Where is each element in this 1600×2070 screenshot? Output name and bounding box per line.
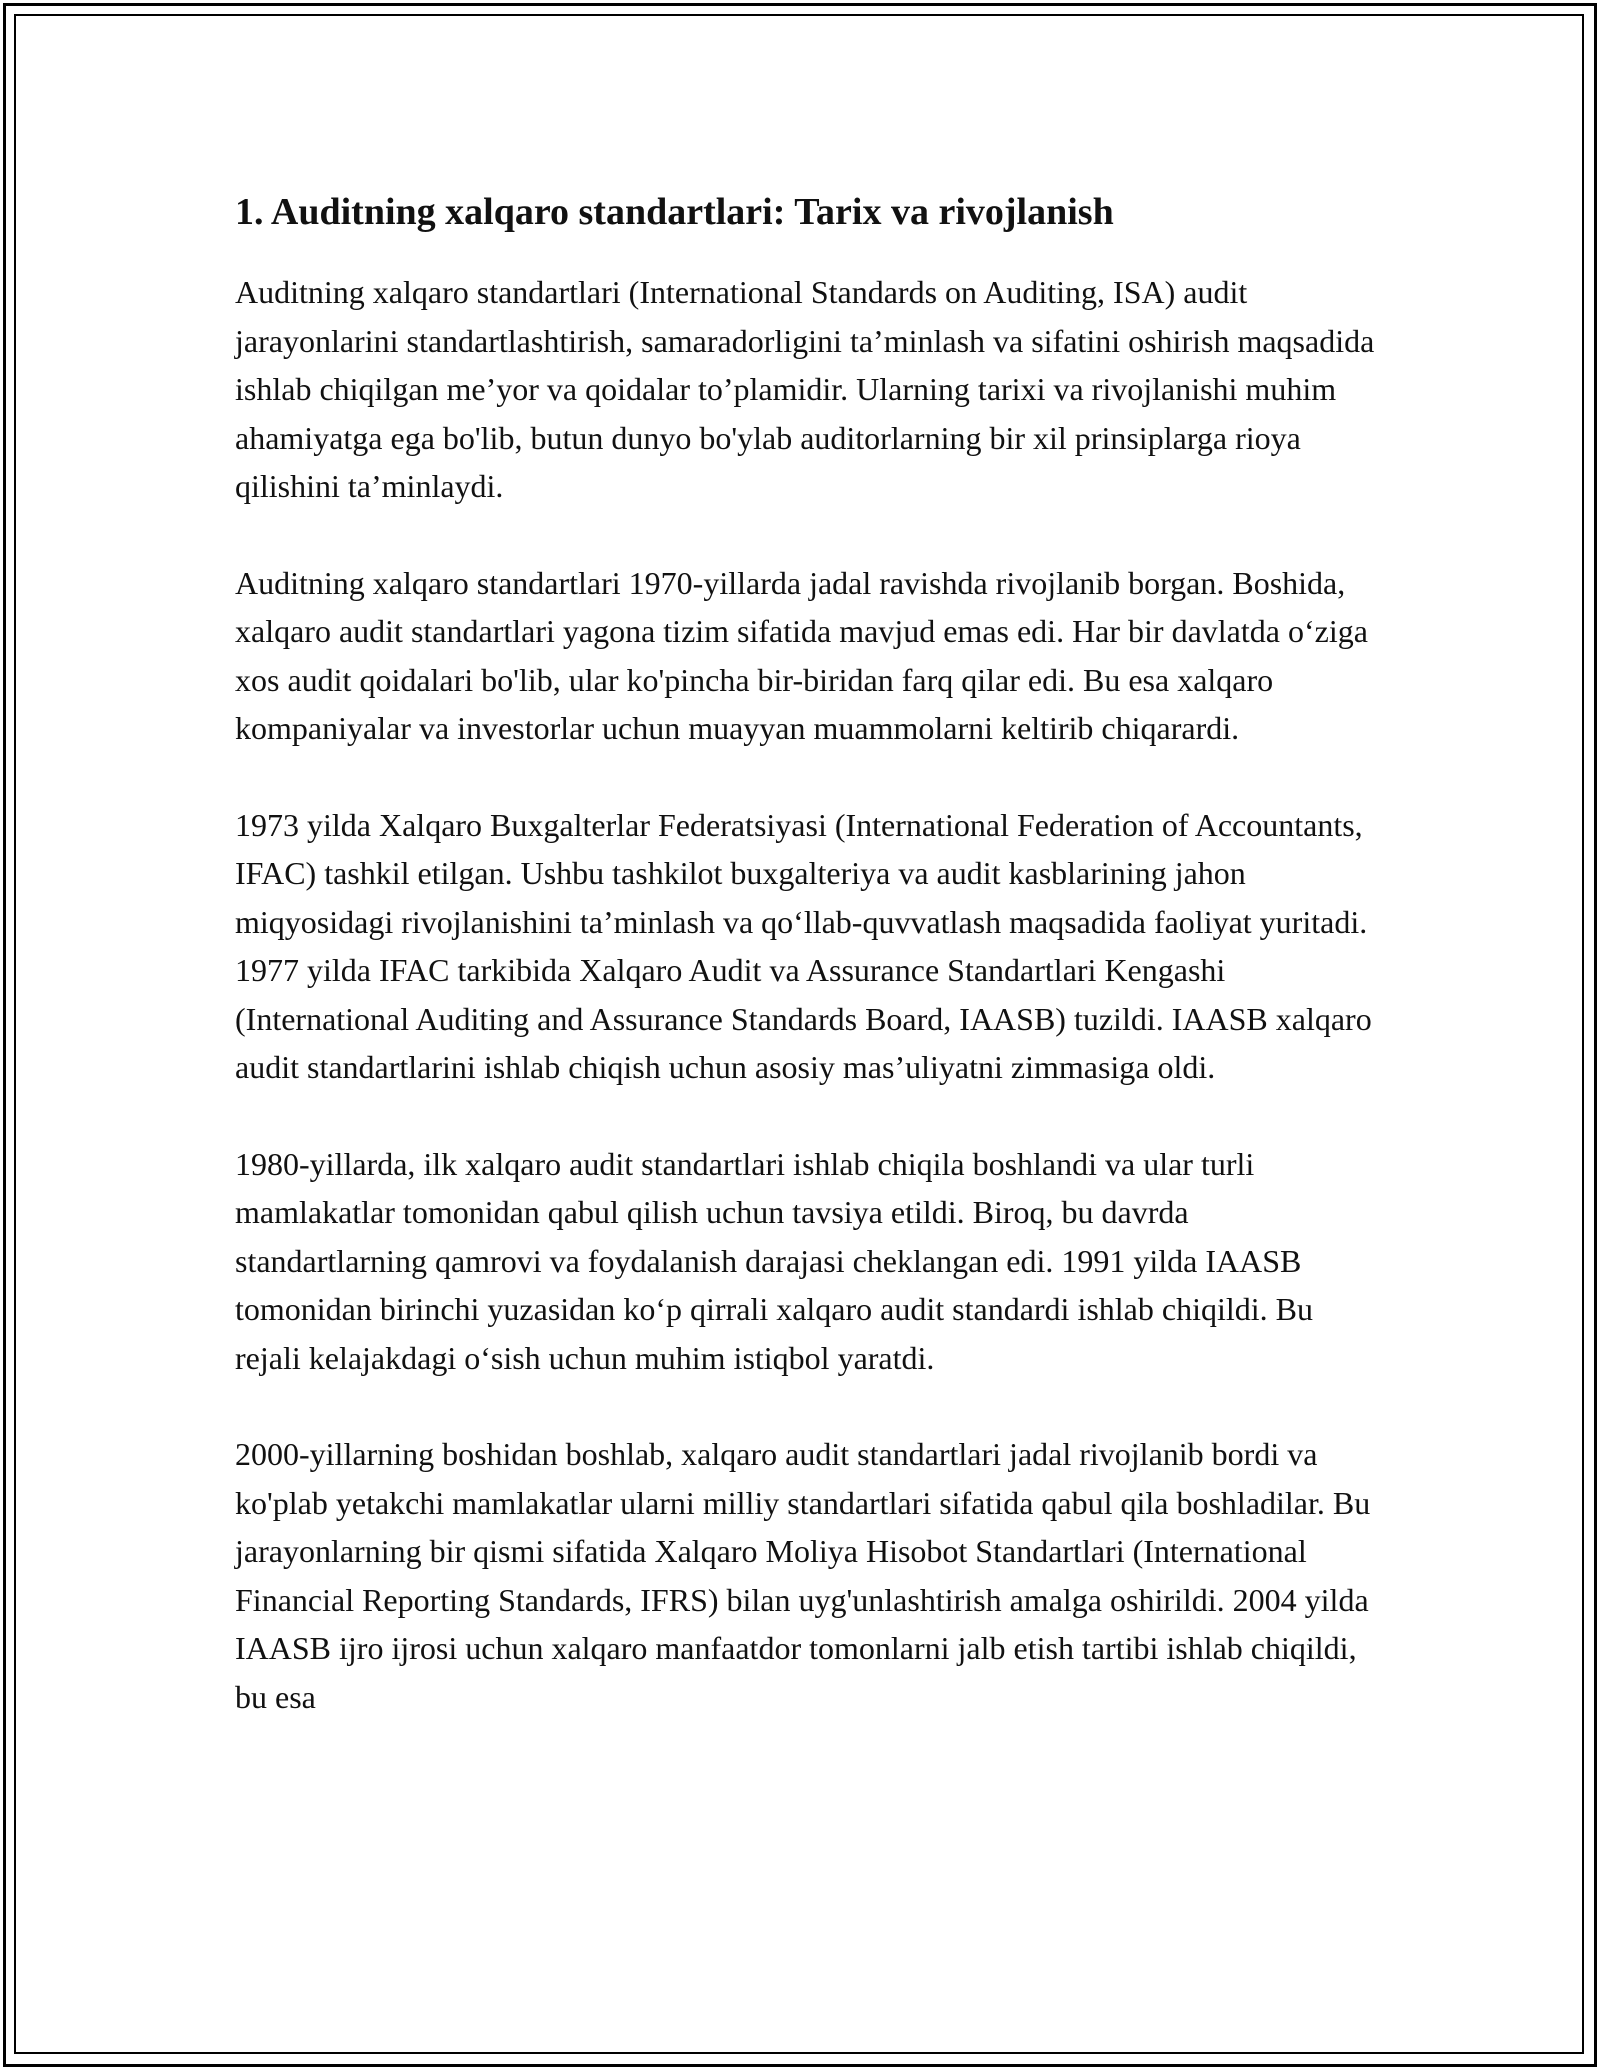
paragraph-1970s: Auditning xalqaro standartlari 1970-yillarda jadal ravishda rivojlanib borgan. Boshida, xalqaro audit standartlari yagona tizim sifatida mavjud emas edi. Har bir davlatda o‘ziga xos audit qoidalari bo'lib, ular ko'pincha bir-biridan farq qilar edi. Bu esa xalqaro kompaniyalar va investorlar uchun muayyan muammolarni keltirib chiqarardi.: [235, 564, 1368, 746]
paragraph-intro: Auditning xalqaro standartlari (International Standards on Auditing, ISA) audit jarayonlarini standartlashtirish, samaradorligini ta’minlash va sifatini oshirish maqsadida ishlab chiqilgan me’yor va qoidalar to’plamidir. Ularning tarixi va rivojlanishi muhim ahamiyatga ega bo'lib, butun dunyo bo'ylab auditorlarning bir xil prinsiplarga rioya qilishini ta’minlaydi.: [235, 274, 1375, 504]
paragraph-ifac: 1973 yilda Xalqaro Buxgalterlar Federatsiyasi (International Federation of Accountants, IFAC) tashkil etilgan. Ushbu tashkilot buxgalteriya va audit kasblarining jahon miqyosidagi rivojlanishini ta’minlash va qo‘llab-quvvatlash maqsadida faoliyat yuritadi. 1977 yilda IFAC tarkibida Xalqaro Audit va Assurance Standartlari Kengashi (International Auditing and Assurance Standards Board, IAASB) tuzildi. IAASB xalqaro audit standartlarini ishlab chiqish uchun asosiy mas’uliyatni zimmasiga oldi.: [235, 806, 1372, 1085]
paragraph-1980s: 1980-yillarda, ilk xalqaro audit standartlari ishlab chiqila boshlandi va ular turli mamlakatlar tomonidan qabul qilish uchun tavsiya etildi. Biroq, bu davrda standartlarning qamrovi va foydalanish darajasi cheklangan edi. 1991 yilda IAASB tomonidan birinchi yuzasidan ko‘p qirrali xalqaro audit standardi ishlab chiqildi. Bu rejali kelajakdagi o‘sish uchun muhim istiqbol yaratdi.: [235, 1145, 1313, 1376]
document-body: [235, 186, 1375, 1769]
paragraph-2000s: 2000-yillarning boshidan boshlab, xalqaro audit standartlari jadal rivojlanib bordi va ko'plab yetakchi mamlakatlar ularni milliy standartlari sifatida qabul qila boshladilar. Bu jarayonlarning bir qismi sifatida Xalqaro Moliya Hisobot Standartlari (International Financial Reporting Standards, IFRS) bilan uyg'unlashtirish amalga oshirildi. 2004 yilda IAASB ijro ijrosi uchun xalqaro manfaatdor tomonlarni jalb etish tartibi ishlab chiqildi, bu esa: [235, 1436, 1371, 1715]
section-heading: 1. Auditning xalqaro standartlari: Tarix va rivojlanish: [235, 191, 1114, 233]
